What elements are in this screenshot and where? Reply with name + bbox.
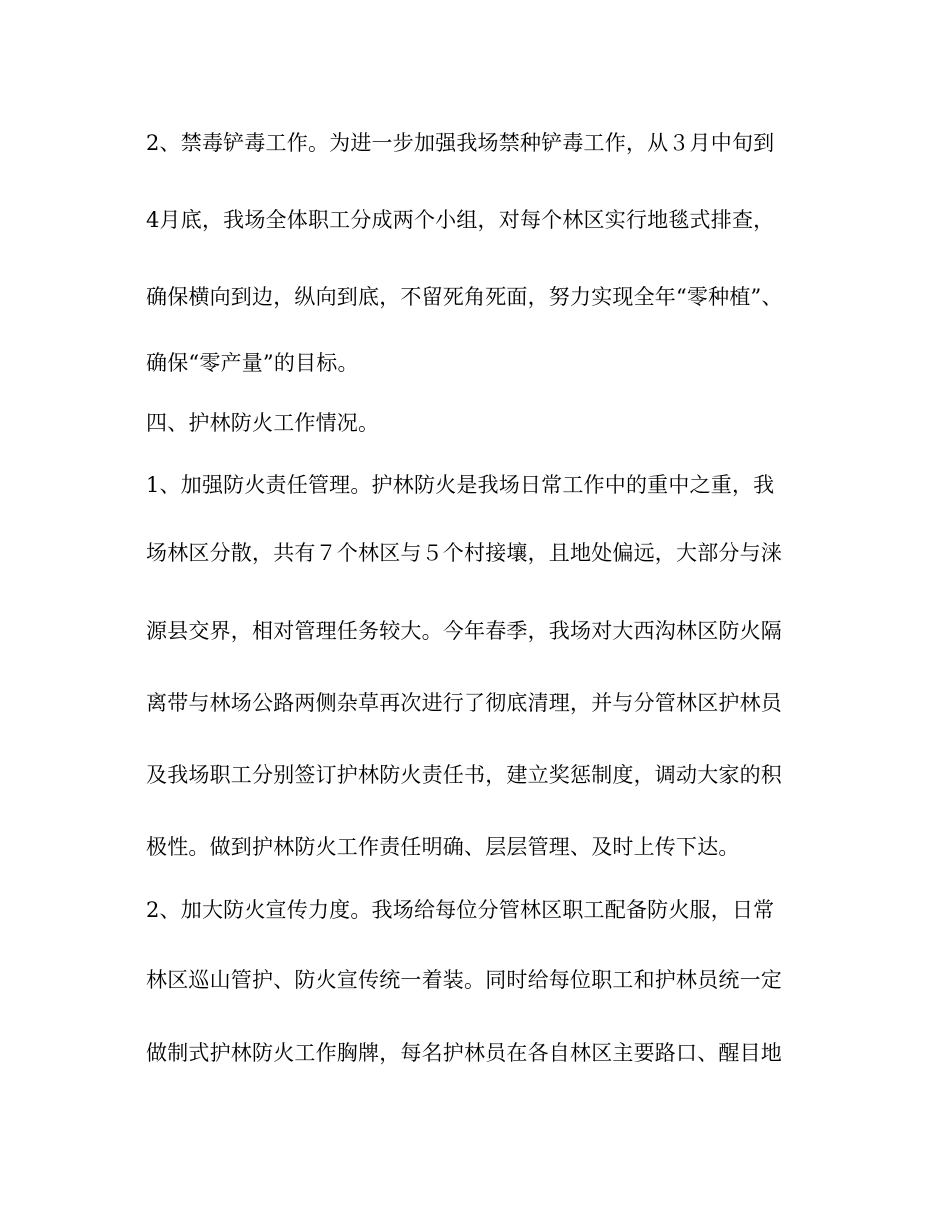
text-line: 离带与林场公路两侧杂草再次进行了彻底清理，并与分管林区护林员 <box>146 691 782 715</box>
text-line: 确保横向到边，纵向到底，不留死角死面，努力实现全年“零种植”、 <box>146 285 783 309</box>
text-line: 场林区分散，共有７个林区与５个村接壤，且地处偏远，大部分与涞 <box>146 541 782 565</box>
text-line: 1、加强防火责任管理。护林防火是我场日常工作中的重中之重，我 <box>146 473 775 497</box>
text-line: 4月底，我场全体职工分成两个小组，对每个林区实行地毯式排查， <box>146 208 775 232</box>
text-line: 做制式护林防火工作胸牌，每名护林员在各自林区主要路口、醒目地 <box>146 1041 782 1065</box>
text-line: 确保“零产量”的目标。 <box>146 351 359 375</box>
section-heading: 四、护林防火工作情况。 <box>146 411 380 435</box>
text-line: 2、禁毒铲毒工作。为进一步加强我场禁种铲毒工作，从３月中旬到 <box>146 131 775 155</box>
text-line: 林区巡山管护、防火宣传统一着装。同时给每位职工和护林员统一定 <box>146 968 782 992</box>
text-line: 源县交界，相对管理任务较大。今年春季，我场对大西沟林区防火隔 <box>146 619 782 643</box>
text-line: 及我场职工分别签订护林防火责任书，建立奖惩制度，调动大家的积 <box>146 763 782 787</box>
text-line: 极性。做到护林防火工作责任明确、层层管理、及时上传下达。 <box>146 835 740 859</box>
text-line: 2、加大防火宣传力度。我场给每位分管林区职工配备防火服，日常 <box>146 898 775 922</box>
